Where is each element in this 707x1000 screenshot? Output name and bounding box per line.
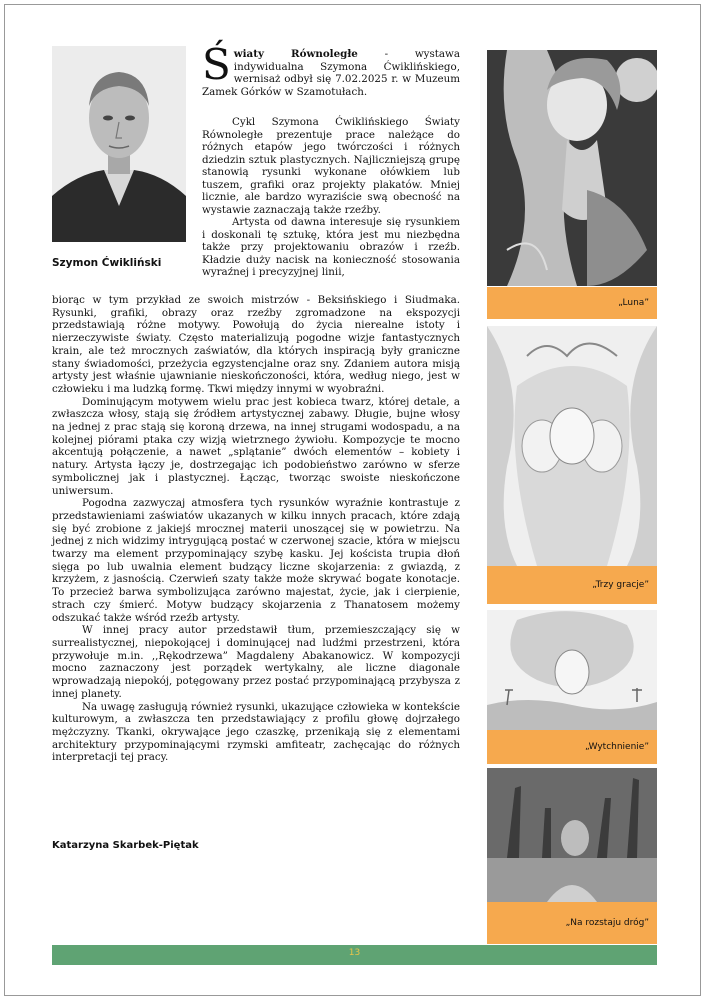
drop-cap: Ś [202, 40, 231, 89]
intro-paragraph [202, 40, 460, 98]
author-portrait [52, 46, 186, 242]
artwork-na-rozstaju-drog [487, 768, 657, 902]
artwork-label: „Wytchnienie” [487, 730, 657, 764]
artwork-trzy-gracje [487, 326, 657, 566]
intro-text: - wystawa indywidualna Szymona Ćwiklińskiego, wernisaż odbył się 7.02.2025 r. w Muzeum Zamek Górków w Szamotułach. [202, 48, 460, 98]
artwork-luna [487, 50, 657, 286]
page-number: 13 [348, 948, 361, 958]
exhibition-title: wiaty Równoległe [233, 48, 358, 60]
paragraph: Na uwagę zasługują również rysunki, ukazujące człowieka w kontekście kulturowym, a zwłaszcza ten przedstawiający z profilu głowę dojrzałego mężczyzny. Tkanki, okrywające jego czaszkę, przenikają się z elementami architektury przypominającymi rzymski amfiteatr, zachęcając do różnych interpretacji tej pracy. [52, 700, 460, 764]
artwork-label: „Na rozstaju dróg” [487, 902, 657, 944]
paragraph: Pogodna zazwyczaj atmosfera tych rysunków wyraźnie kontrastuje z przedstawieniami zaświatów ukazanych w kilku innych pracach, które zdają się być zrobione z jakiejś mrocznej materii unoszącej się w powietrzu. Na jednej z nich widzimy intrygującą postać w czerwonej szacie, która w miejscu twarzy ma element przypominający szybę kasku. Jej koścista trupia dłoń sięga po lub uwalnia element budzący liczne skojarzenia: z gwiazdą, z krzyżem, z jasnością. Czerwień szaty także może skrywać bogate konotacje. To przecież barwa symbolizująca zarówno majestat, życie, jak i cierpienie, strach czy śmierć. Motyw budzący skojarzenia z Thanatosem możemy odszukać także wśród rzeźb artysty. [52, 497, 460, 624]
artwork-label: „Trzy gracje” [487, 566, 657, 604]
paragraph: Cykl Szymona Ćwiklińskiego Światy Równoległe prezentuje prace należące do różnych etapów jego twórczości i różnych dziedzin sztuk plastycznych. Najliczniejszą grupę stanowią rysunki wykonane ołówkiem lub tuszem, grafiki oraz projekty plakatów. Mniej licznie, ale bardzo wyraziście swą obecność na wystawie zaznaczają także rzeźby. [202, 116, 460, 216]
paragraph: Artysta od dawna interesuje się rysunkiem i doskonali tę sztukę, która jest mu niezbędna także przy projektowaniu obrazów i rzeźb. Kładzie duży nacisk na konieczność stosowania wyraźnej i precyzyjnej linii, [202, 216, 460, 278]
artwork-label: „Luna” [487, 287, 657, 319]
signature: Katarzyna Skarbek-Piętak [52, 840, 199, 851]
author-caption: Szymon Ćwikliński [52, 257, 162, 269]
paragraph: biorąc w tym przykład ze swoich mistrzów - Beksińskiego i Siudmaka. Rysunki, grafiki, obrazy oraz rzeźby zgromadzone na ekspozycji przedstawiają różne motywy. Powołują do życia nierealne istoty i nierzeczywiste światy. Często materializują pogodne wizje fantastycznych krain, ale też mrocznych zaświatów, dla których inspiracją były graniczne stany świadomości, przeżycia egzystencjalne oraz sny. Zdaniem autora misją artysty jest właśnie ujawnianie nieskończoności, która, według niego, jest w człowieku i ma ludzką formę. Tkwi między innymi w wyobraźni. [52, 294, 460, 395]
footer-bar [52, 945, 657, 965]
paragraph: W innej pracy autor przedstawił tłum, przemieszczający się w surrealistycznej, niepokojącej i dominującej nad ludźmi przestrzeni, która przywołuje m.in. ,,Rękodrzewa” Magdaleny Abakanowicz. W kompozycji mocno zaznaczony jest porządek wertykalny, ale liczne diagonale wprowadzają niepokój, potęgowany przez postać przypominającą przybysza z innej planety. [52, 624, 460, 700]
artwork-wytchnienie [487, 610, 657, 730]
paragraph: Dominującym motywem wielu prac jest kobieca twarz, której detale, a zwłaszcza włosy, stają się źródłem artystycznej zabawy. Długie, bujne włosy na jednej z prac stają się koroną drzewa, na innej strugami wodospadu, a na kolejnej piórami ptaka czy wizją wietrznego żywiołu. Kompozycje te mocno akcentują połączenie, a nawet „splątanie” dwóch elementów – kobiety i natury. Artysta łączy je, dostrzegając ich podobieństwo zarówno w sferze symbolicznej jak i plastycznej. Łącząc, tworząc swoiste nieskończone uniwersum. [52, 395, 460, 497]
text-wide [52, 294, 460, 764]
text-column [202, 116, 460, 279]
